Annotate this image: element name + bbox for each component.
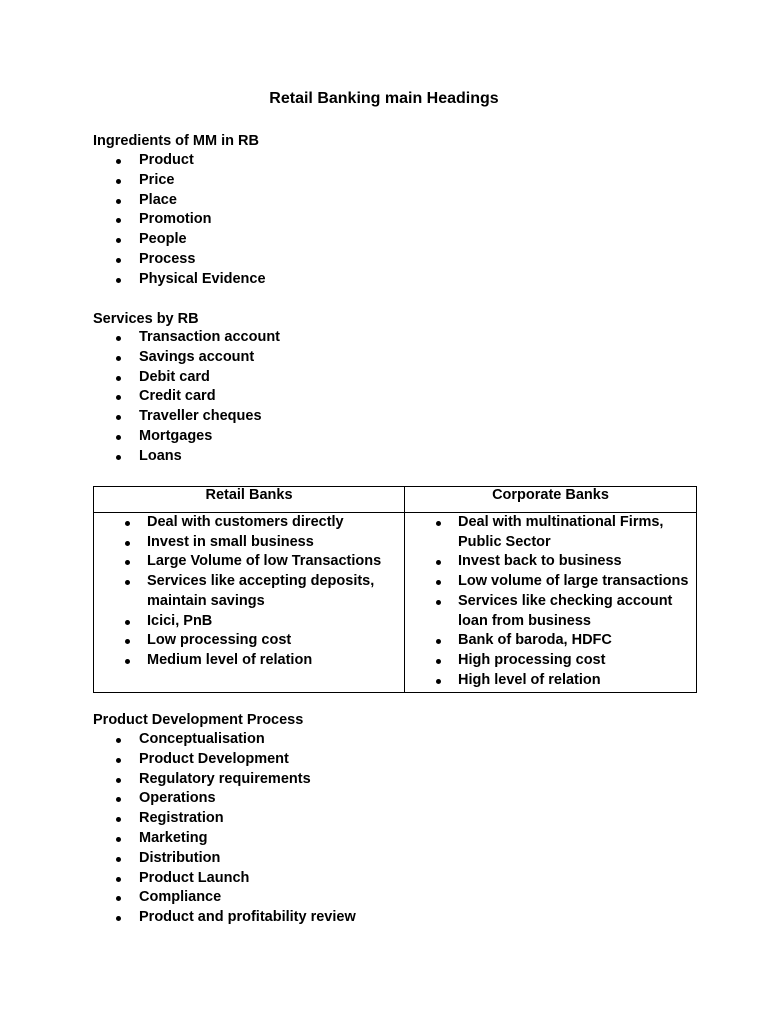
- list-item: Regulatory requirements: [93, 770, 356, 790]
- list-item: Registration: [93, 809, 356, 829]
- list-item: Credit card: [93, 387, 280, 407]
- list-item: Place: [93, 191, 266, 211]
- list-item: People: [93, 230, 266, 250]
- page-title: Retail Banking main Headings: [269, 90, 499, 107]
- list-item: Marketing: [93, 829, 356, 849]
- comparison-table: [93, 486, 697, 693]
- list-item: High level of relation: [405, 671, 696, 691]
- list-item: High processing cost: [405, 651, 696, 671]
- list-item: Distribution: [93, 849, 356, 869]
- table-header-row: [94, 487, 697, 513]
- list-item: Invest back to business: [405, 552, 696, 572]
- list-item: Physical Evidence: [93, 270, 266, 290]
- list-item: Bank of baroda, HDFC: [405, 631, 696, 651]
- corporate-banks-cell: [405, 513, 697, 693]
- list-item: Icici, PnB: [94, 612, 404, 632]
- product-development-heading: Product Development Process: [93, 712, 304, 728]
- list-item: Process: [93, 250, 266, 270]
- list-item: Low processing cost: [94, 631, 404, 651]
- list-item: Savings account: [93, 348, 280, 368]
- list-item: Deal with customers directly: [94, 513, 404, 533]
- retail-banks-list: [94, 513, 404, 671]
- product-development-list: [93, 730, 356, 928]
- corporate-banks-list: [405, 513, 696, 690]
- corporate-banks-header: Corporate Banks: [405, 487, 697, 513]
- list-item: Conceptualisation: [93, 730, 356, 750]
- retail-banks-cell: [94, 513, 405, 693]
- list-item: Low volume of large transactions: [405, 572, 696, 592]
- list-item: Transaction account: [93, 328, 280, 348]
- list-item: Services like checking account loan from business: [405, 592, 696, 631]
- list-item: Medium level of relation: [94, 651, 404, 671]
- list-item: Promotion: [93, 210, 266, 230]
- services-list: [93, 328, 280, 467]
- services-heading: Services by RB: [93, 311, 199, 327]
- list-item: Compliance: [93, 888, 356, 908]
- list-item: Product: [93, 151, 266, 171]
- list-item: Product Development: [93, 750, 356, 770]
- retail-banks-header: Retail Banks: [94, 487, 405, 513]
- list-item: Product and profitability review: [93, 908, 356, 928]
- list-item: Invest in small business: [94, 533, 404, 553]
- list-item: Price: [93, 171, 266, 191]
- list-item: Debit card: [93, 368, 280, 388]
- list-item: Operations: [93, 789, 356, 809]
- list-item: Services like accepting deposits, maintain savings: [94, 572, 404, 611]
- list-item: Mortgages: [93, 427, 280, 447]
- list-item: Product Launch: [93, 869, 356, 889]
- ingredients-list: [93, 151, 266, 290]
- list-item: Deal with multinational Firms, Public Sector: [405, 513, 696, 552]
- list-item: Traveller cheques: [93, 407, 280, 427]
- list-item: Loans: [93, 447, 280, 467]
- table-row: [94, 513, 697, 693]
- ingredients-heading: Ingredients of MM in RB: [93, 133, 259, 149]
- list-item: Large Volume of low Transactions: [94, 552, 404, 572]
